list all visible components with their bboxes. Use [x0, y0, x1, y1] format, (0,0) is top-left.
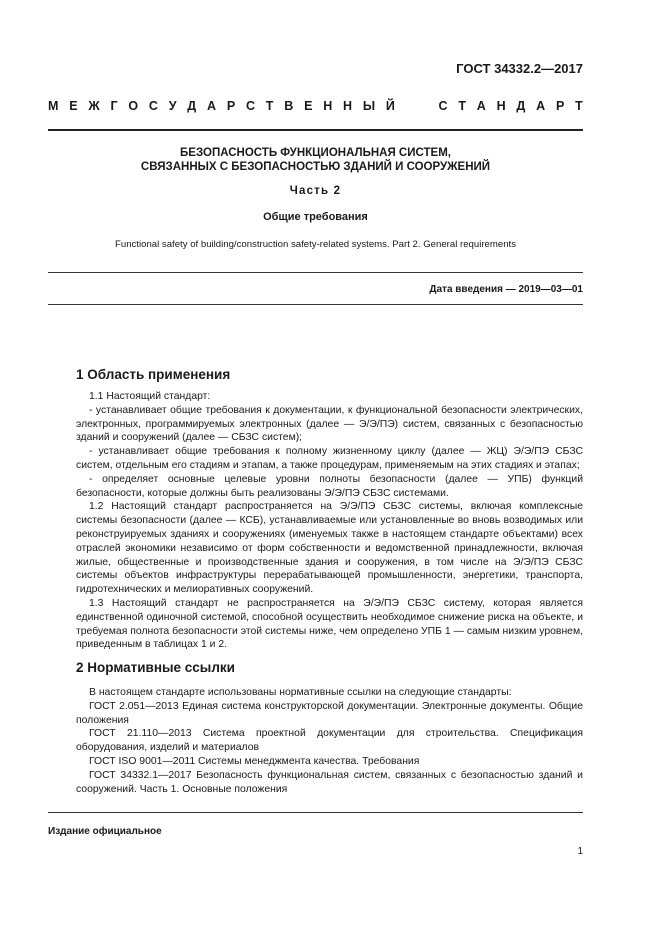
banner-letter: Н: [323, 99, 333, 113]
title-line-2: СВЯЗАННЫХ С БЕЗОПАСНОСТЬЮ ЗДАНИЙ И СООРУЖЕНИЙ: [140, 161, 491, 173]
clause-1-3: 1.3 Настоящий стандарт не распространяется на Э/Э/ПЭ СБЗС систему, которая является единственной одиночной системой, способной осуществить необходимое снижение риска на объекте, и требуемая полнота безопасности этой системы ниже, чем определено УПБ 1 — самым низким уровнем, приведенным в таблицах 1 и 2.: [76, 597, 583, 651]
section-2-body: [76, 686, 583, 796]
title-line-1: БЕЗОПАСНОСТЬ ФУНКЦИОНАЛЬНАЯ СИСТЕМ,: [180, 147, 451, 159]
document-title: [48, 146, 583, 174]
title-divider: [48, 272, 583, 273]
banner-letter: Е: [304, 99, 313, 113]
references-intro: В настоящем стандарте использованы нормативные ссылки на следующие стандарты:: [89, 687, 512, 698]
reference-item: ГОСТ 21.110—2013 Система проектной документации для строительства. Спецификация оборудования, изделий и материалов: [76, 728, 583, 754]
section-2-heading: 2 Нормативные ссылки: [76, 660, 235, 675]
list-item: - определяет основные целевые уровни полноты безопасности (далее — УПБ) функций безопасности, которые должны быть реализованы Э/Э/ПЭ СБЗС системами.: [76, 473, 583, 499]
banner-letter: М: [48, 99, 59, 113]
interstate-standard-banner: [48, 99, 583, 113]
banner-letter: Н: [343, 99, 353, 113]
date-divider: [48, 304, 583, 305]
list-item: - устанавливает общие требования к документации, к функциональной безопасности электрических, электронных, программируемых электронных (далее — Э/Э/ПЭ) систем, связанных с безопасностью зданий и сооружений (далее — СБЗС систем);: [76, 404, 583, 444]
banner-letter: Д: [516, 99, 526, 113]
page-number: 1: [577, 846, 583, 857]
english-title: Functional safety of building/construction safety-related systems. Part 2. General requirements: [115, 239, 516, 250]
banner-letter: С: [148, 99, 158, 113]
document-subtitle: Общие требования: [263, 211, 368, 223]
official-edition-label: Издание официальное: [48, 826, 162, 837]
banner-letter: У: [168, 99, 177, 113]
reference-item: ГОСТ 34332.1—2017 Безопасность функциональная систем, связанных с безопасностью зданий и сооружений. Часть 1. Основные положения: [76, 769, 583, 795]
banner-letter: Д: [187, 99, 197, 113]
banner-letter: А: [207, 99, 217, 113]
banner-letter: Т: [265, 99, 274, 113]
banner-letter: Ж: [88, 99, 100, 113]
banner-letter: С: [438, 99, 448, 113]
banner-word-gap: [406, 99, 428, 113]
banner-letter: Н: [496, 99, 506, 113]
banner-letter: Р: [226, 99, 236, 113]
banner-letter: Т: [575, 99, 583, 113]
reference-item: ГОСТ ISO 9001—2011 Системы менеджмента качества. Требования: [89, 755, 420, 767]
banner-letter: А: [536, 99, 546, 113]
banner-letter: Г: [110, 99, 118, 113]
banner-letter: В: [284, 99, 294, 113]
footer-divider: [48, 812, 583, 813]
banner-letter: С: [245, 99, 255, 113]
reference-item: ГОСТ 2.051—2013 Единая система конструкторской документации. Электронные документы. Общие положения: [76, 700, 583, 726]
banner-letter: Ы: [362, 99, 376, 113]
section-1-body: [76, 390, 583, 652]
banner-letter: Й: [385, 99, 395, 113]
banner-letter: Т: [458, 99, 466, 113]
list-item: - устанавливает общие требования к полному жизненному циклу (далее — ЖЦ) Э/Э/ПЭ СБЗС систем, отдельным его стадиям и этапам, а также процедурам, применяемым на этих стадиях и этапах;: [76, 446, 583, 471]
banner-letter: Е: [69, 99, 78, 113]
header-rule: [48, 129, 583, 131]
clause-1-2: 1.2 Настоящий стандарт распространяется на Э/Э/ПЭ СБЗС системы, включая комплексные системы безопасности (далее — КСБ), устанавливаемые или установленные во вновь возводимых или реконструируемых зданиях и сооружениях (именуемых также в настоящем стандарте объектами) всех отраслей экономики независимо от форм собственности и ведомственной принадлежности, включая жилые, общественные и производственные здания и сооружения, в том числе на Э/Э/ПЭ СБЗС системы объектов инфраструктуры перерабатывающей промышленности, энергетики, транспорта, гидротехнических и мелиоративных сооружений.: [76, 501, 583, 596]
banner-letter: Р: [555, 99, 565, 113]
document-number: ГОСТ 34332.2—2017: [456, 61, 583, 76]
introduction-date: Дата введения — 2019—03—01: [429, 284, 583, 295]
section-1-heading: 1 Область применения: [76, 367, 231, 382]
banner-letter: О: [128, 99, 139, 113]
banner-letter: А: [476, 99, 486, 113]
clause-1-1: 1.1 Настоящий стандарт:: [89, 391, 211, 402]
part-label: Часть 2: [289, 185, 342, 197]
